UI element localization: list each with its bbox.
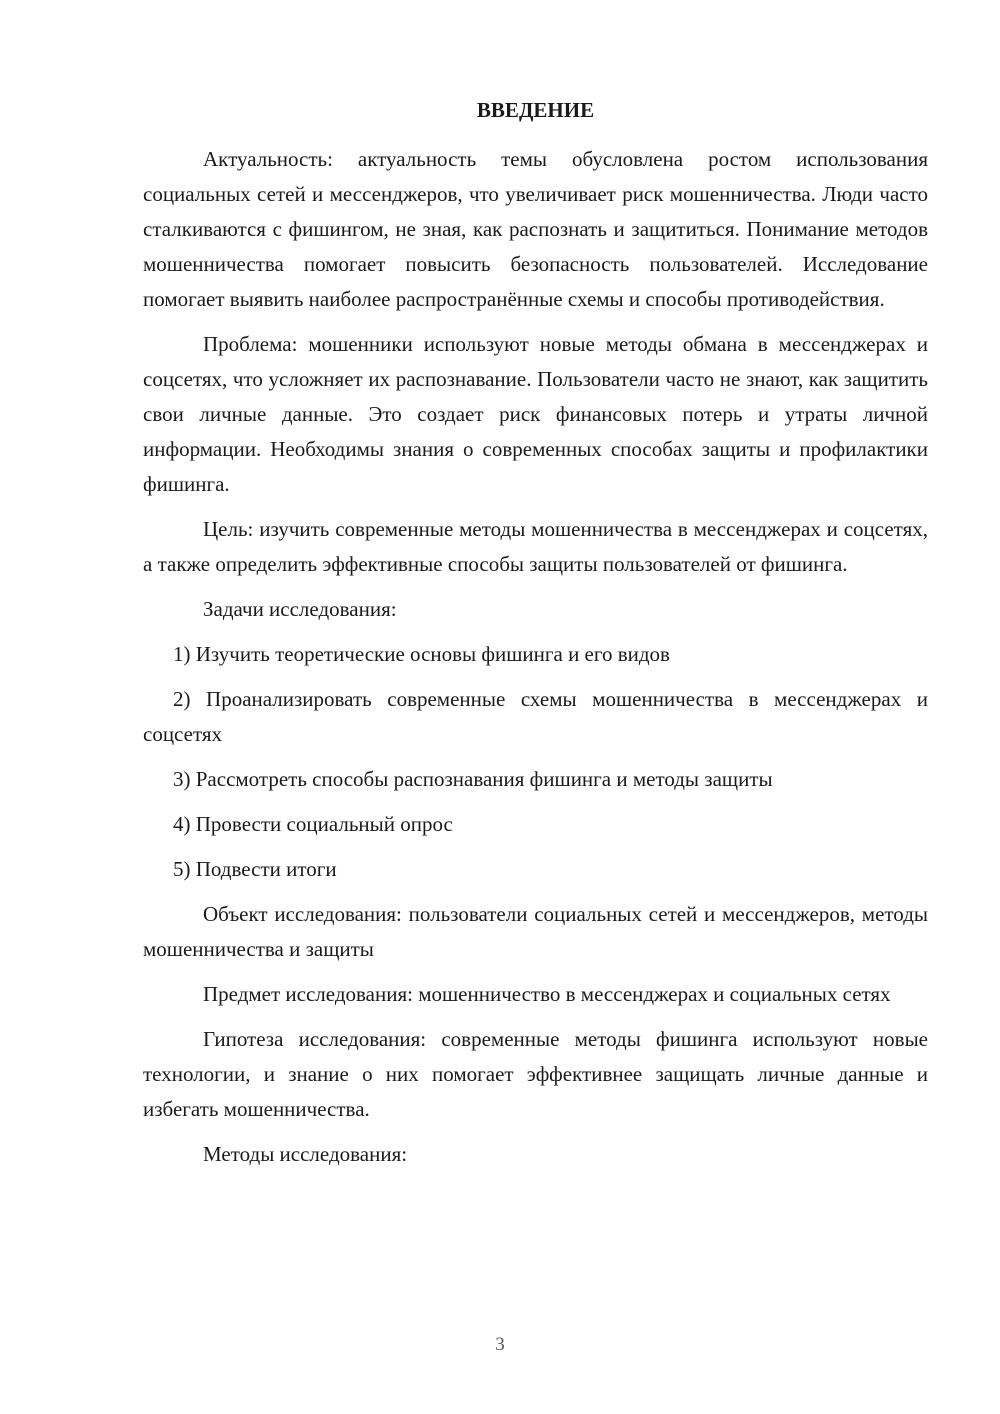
problem-paragraph: Проблема: мошенники используют новые методы обмана в мессенджерах и соцсетях, что усложняет их распознавание. Пользователи часто не знают, как защитить свои личные данные. Это создает риск финансовых потерь и утраты личной информации. Необходимы знания о современных способах защиты и профилактики фишинга.: [143, 332, 928, 496]
task-item-2: 2) Проанализировать современные схемы мошенничества в мессенджерах и соцсетях: [143, 687, 928, 746]
task-item-1: 1) Изучить теоретические основы фишинга и его видов: [173, 642, 670, 666]
hypothesis-paragraph: Гипотеза исследования: современные методы фишинга используют новые технологии, и знание о них помогает эффективнее защищать личные данные и избегать мошенничества.: [143, 1027, 928, 1121]
document-page: [143, 95, 928, 1182]
task-item-4: 4) Провести социальный опрос: [173, 812, 453, 836]
tasks-heading: Задачи исследования:: [203, 597, 397, 621]
task-item-3: 3) Рассмотреть способы распознавания фишинга и методы защиты: [173, 767, 773, 791]
relevance-paragraph: Актуальность: актуальность темы обусловлена ростом использования социальных сетей и мессенджеров, что увеличивает риск мошенничества. Люди часто сталкиваются с фишингом, не зная, как распознать и защититься. Понимание методов мошенничества помогает повысить безопасность пользователей. Исследование помогает выявить наиболее распространённые схемы и способы противодействия.: [143, 147, 928, 311]
object-paragraph: Объект исследования: пользователи социальных сетей и мессенджеров, методы мошенничества и защиты: [143, 902, 928, 961]
goal-paragraph: Цель: изучить современные методы мошенничества в мессенджерах и соцсетях, а также определить эффективные способы защиты пользователей от фишинга.: [143, 517, 928, 576]
methods-heading: Методы исследования:: [203, 1142, 408, 1166]
subject-paragraph: Предмет исследования: мошенничество в мессенджерах и социальных сетях: [203, 982, 891, 1006]
section-title: ВВЕДЕНИЕ: [476, 98, 595, 122]
task-item-5: 5) Подвести итоги: [173, 857, 337, 881]
page-number: 3: [495, 1334, 505, 1355]
